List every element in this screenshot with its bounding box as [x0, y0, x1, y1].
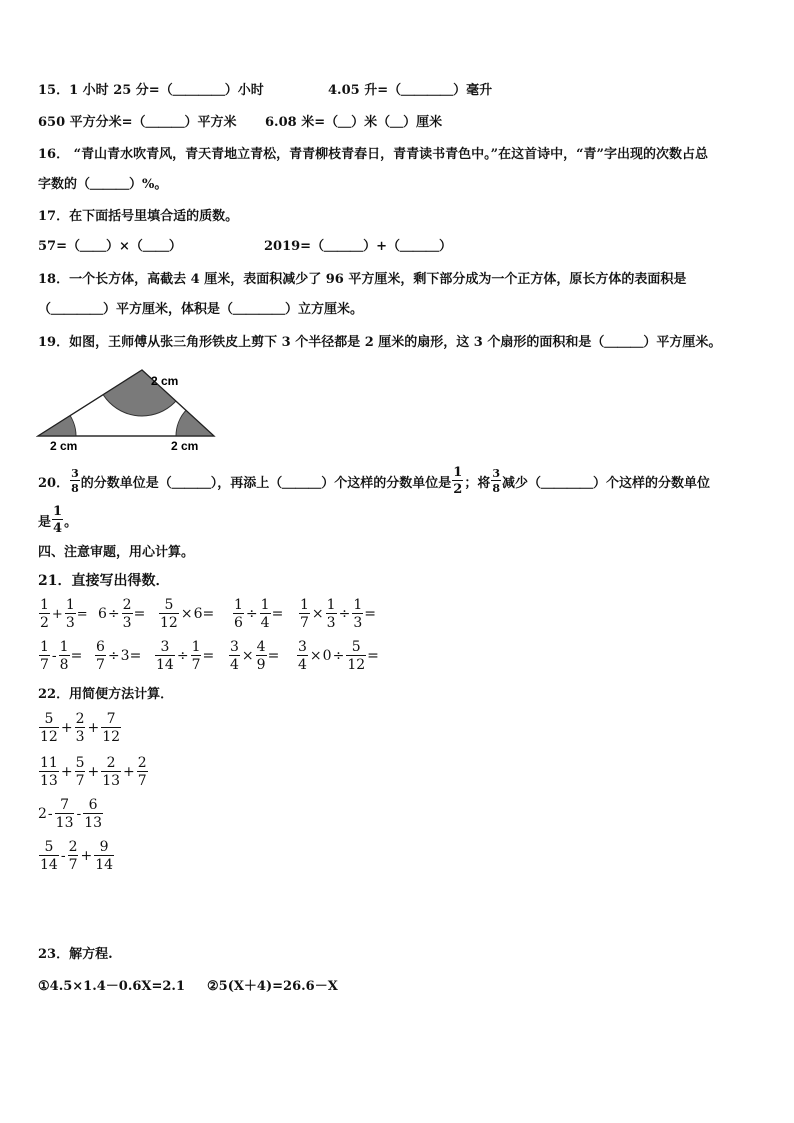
q22-title: 22．用简便方法计算． [38, 687, 174, 702]
simplify-4: $\frac{5}{14}$ - $\frac{2}{7}$ + $\frac{9}{14}$ [40, 839, 114, 873]
q17-part-b: 2019=（＿＿＿）+（＿＿＿） [264, 239, 452, 254]
q20-tail: 。 [64, 514, 78, 530]
calc-1-2-plus-1-3: $\frac{1}{2}$ + $\frac{1}{3}$ = [40, 597, 88, 631]
calc-3-4-times-4-9: $\frac{3}{4}$ × $\frac{4}{9}$ = [230, 639, 280, 673]
label-top: 2 cm [151, 374, 179, 388]
label-right: 2 cm [171, 439, 199, 453]
q17-title: 17．在下面括号里填合适的质数。 [38, 209, 239, 224]
q18-line2: （＿＿＿＿）平方厘米，体积是（＿＿＿＿）立方厘米。 [38, 302, 364, 317]
q23-title: 23．解方程. [38, 947, 113, 962]
q16-line1: 16． “青山青水吹青风，青天青地立青松，青青柳枝青春日，青青读书青色中。”在这首诗中，“青”字出现的次数占总 [38, 147, 709, 162]
q18-line1: 18．一个长方体，高截去 4 厘米，表面积减少了 96 平方厘米，剩下部分成为一个正方体，原长方体的表面积是 [38, 272, 687, 287]
q15-line1-left: 15．1 小时 25 分=（＿＿＿＿）小时 [38, 83, 264, 98]
calc-3-4-times-0-div-5-12: $\frac{3}{4}$ × 0 ÷ $\frac{5}{12}$ = [298, 639, 379, 673]
calc-1-7-minus-1-8: $\frac{1}{7}$ - $\frac{1}{8}$ = [40, 639, 83, 673]
q23-equation-2: ②5(X＋4)=26.6－X [207, 979, 338, 994]
q23-equation-1: ①4.5×1.4－0.6X=2.1 [38, 979, 185, 994]
fraction-1-4: $\frac{1}{4}$ [53, 504, 63, 536]
q20-line2-text: 是 [38, 514, 52, 530]
q20-prefix: 20． [38, 475, 70, 491]
q21-title: 21．直接写出得数． [38, 573, 170, 589]
q20-part3: 减少（＿＿＿＿）个这样的分数单位 [501, 475, 710, 491]
q20-line1 [38, 466, 710, 496]
calc-3-14-div-1-7: $\frac{3}{14}$ ÷ $\frac{1}{7}$ = [156, 639, 215, 673]
calc-5-12-times-6: $\frac{5}{12}$ × 6 = [160, 597, 215, 631]
q20-line2 [38, 505, 77, 535]
calc-1-6-div-1-4: $\frac{1}{6}$ ÷ $\frac{1}{4}$ = [234, 597, 284, 631]
section-4-title: 四、注意审题，用心计算。 [38, 545, 195, 560]
q15-line2-right: 6.08 米=（＿）米（＿）厘米 [265, 115, 443, 130]
calc-6-div-2-3: 6 ÷ $\frac{2}{3}$ = [98, 597, 146, 631]
q20-part2: ；将 [464, 475, 491, 491]
calc-6-7-div-3: $\frac{6}{7}$ ÷ 3 = [96, 639, 142, 673]
q16-line2: 字数的（＿＿＿）%。 [38, 177, 168, 192]
q15-line1-right: 4.05 升=（＿＿＿＿）毫升 [328, 83, 493, 98]
q15-line2-left: 650 平方分米=（＿＿＿）平方米 [38, 115, 237, 130]
simplify-1: $\frac{5}{12}$ + $\frac{2}{3}$ + $\frac{7}{12}$ [40, 711, 121, 745]
q20-part1: 的分数单位是（＿＿＿），再添上（＿＿＿）个这样的分数单位是 [80, 475, 452, 491]
calc-1-7-times-1-3-div-1-3: $\frac{1}{7}$ × $\frac{1}{3}$ ÷ $\frac{1}{3}$ = [300, 597, 376, 631]
triangle-figure [36, 368, 218, 456]
fraction-3-8: $\frac{3}{8}$ [71, 467, 79, 495]
simplify-3: 2 - $\frac{7}{13}$ - $\frac{6}{13}$ [38, 797, 103, 831]
q17-part-a: 57=（＿＿）×（＿＿） [38, 239, 182, 254]
simplify-2: $\frac{11}{13}$ + $\frac{5}{7}$ + $\frac{2}{13}$ + $\frac{2}{7}$ [40, 755, 147, 789]
fraction-1-2: $\frac{1}{2}$ [453, 465, 463, 497]
label-left: 2 cm [50, 439, 78, 453]
q19-text: 19．如图，王师傅从张三角形铁皮上剪下 3 个半径都是 2 厘米的扇形，这 3 个扇形的面积和是（＿＿＿）平方厘米。 [38, 335, 722, 350]
fraction-3-8-b: $\frac{3}{8}$ [492, 467, 500, 495]
